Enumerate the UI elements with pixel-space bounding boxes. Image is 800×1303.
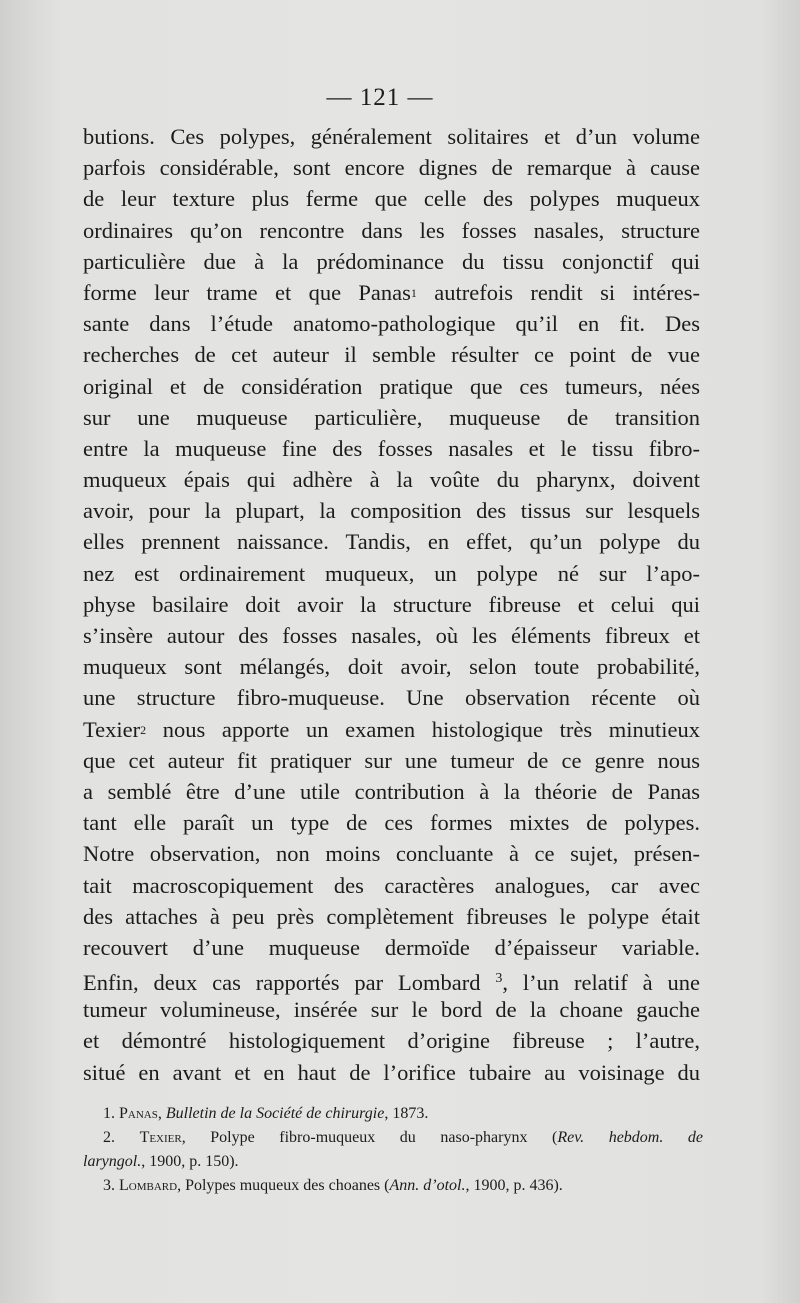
- body-line: recherches de cet auteur il semble résulter ce point de vue: [83, 342, 700, 368]
- footnote-2-title: Rev. hebdom. de: [557, 1129, 704, 1146]
- footnote-1-title: Bulletin de la Société de chirurgie: [165, 1105, 385, 1122]
- body-line: ordinaires qu’on rencontre dans les fosses nasales, structure: [83, 217, 700, 243]
- body-line: [83, 714, 700, 745]
- footnote-2-number: 2.: [103, 1129, 115, 1146]
- footnote-2-rest: , 1900, p. 150).: [141, 1153, 239, 1170]
- body-line: une structure fibro-muqueuse. Une observation récente où: [83, 685, 700, 711]
- body-line-text: , l’un relatif à une: [502, 970, 701, 996]
- footnote-3-author: Lombard: [119, 1177, 178, 1194]
- body-line: muqueux sont mélangés, doit avoir, selon toute probabilité,: [83, 654, 700, 680]
- body-line: nez est ordinairement muqueux, un polype né sur l’apo-: [83, 560, 700, 586]
- footnote-2-text: , Polype fibro-muqueux du naso-pharynx (: [181, 1129, 558, 1146]
- footnote-reference: 3: [495, 971, 503, 987]
- body-line: particulière due à la prédominance du tissu conjonctif qui: [83, 248, 700, 274]
- body-line: tumeur volumineuse, insérée sur le bord de la choane gauche: [83, 997, 700, 1023]
- footnotes: [83, 1102, 703, 1198]
- footnote-reference: 2: [140, 722, 147, 737]
- body-line-text: forme leur trame et que Panas: [83, 279, 411, 305]
- body-line: original et de considération pratique que ces tumeurs, nées: [83, 373, 700, 399]
- body-line-text: autrefois rendit si intéres-: [416, 279, 700, 305]
- body-line: entre la muqueuse fine des fosses nasales et le tissu fibro-: [83, 435, 700, 461]
- footnote-2-line-2: [83, 1150, 703, 1174]
- footnote-2-line-1: [83, 1126, 703, 1150]
- body-line: que cet auteur fit pratiquer sur une tumeur de ce genre nous: [83, 747, 700, 773]
- body-line: [83, 277, 700, 308]
- body-line: a semblé être d’une utile contribution à la théorie de Panas: [83, 778, 700, 804]
- body-line: tant elle paraît un type de ces formes mixtes de polypes.: [83, 810, 700, 836]
- body-line: sur une muqueuse particulière, muqueuse de transition: [83, 404, 700, 430]
- body-line: muqueux épais qui adhère à la voûte du pharynx, doivent: [83, 467, 700, 493]
- body-line: de leur texture plus ferme que celle des polypes muqueux: [83, 186, 700, 212]
- footnote-1-separator: ,: [157, 1105, 166, 1122]
- footnote-1-author: Panas: [119, 1105, 158, 1122]
- footnote-1-rest: , 1873.: [384, 1105, 429, 1122]
- body-line: situé en avant et en haut de l’orifice tubaire au voisinage du: [83, 1059, 700, 1085]
- body-line: recouvert d’une muqueuse dermoïde d’épaisseur variable.: [83, 934, 700, 960]
- body-text: [83, 121, 700, 1088]
- footnote-reference: 1: [410, 285, 417, 300]
- body-line: [83, 963, 700, 994]
- body-line: butions. Ces polypes, généralement solitaires et d’un volume: [83, 124, 700, 149]
- body-line: avoir, pour la plupart, la composition des tissus sur lesquels: [83, 498, 700, 524]
- body-line: Notre observation, non moins concluante à ce sujet, présen-: [83, 841, 700, 867]
- body-line: s’insère autour des fosses nasales, où les éléments fibreux et: [83, 623, 700, 648]
- footnote-3-title: Ann. d’otol.: [389, 1177, 466, 1194]
- body-line: et démontré histologiquement d’origine fibreuse ; l’autre,: [83, 1028, 700, 1054]
- footnote-3: [83, 1174, 703, 1198]
- footnote-1: [83, 1102, 703, 1126]
- body-line: des attaches à peu près complètement fibreuses le polype était: [83, 903, 700, 929]
- footnote-3-number: 3.: [103, 1177, 115, 1194]
- body-line: sante dans l’étude anatomo-pathologique qu’il en fit. Des: [83, 311, 700, 337]
- body-line: tait macroscopiquement des caractères analogues, car avec: [83, 872, 700, 898]
- footnote-3-text: , Polypes muqueux des choanes (: [177, 1177, 390, 1194]
- body-line: physe basilaire doit avoir la structure fibreuse et celui qui: [83, 591, 700, 617]
- body-line-text: nous apporte un examen histologique très minutieux: [146, 716, 700, 742]
- body-line-text: Texier: [83, 716, 141, 742]
- footnote-3-rest: , 1900, p. 436).: [465, 1177, 563, 1194]
- body-line: elles prennent naissance. Tandis, en effet, qu’un polype du: [83, 529, 700, 555]
- footnote-1-number: 1.: [103, 1105, 115, 1122]
- body-line-text: Enfin, deux cas rapportés par Lombard: [83, 970, 496, 996]
- page-number: — 121 —: [326, 84, 434, 111]
- footnote-2-author: Texier: [139, 1129, 182, 1146]
- footnote-2-journal: laryngol.: [83, 1153, 142, 1170]
- body-line: parfois considérable, sont encore dignes de remarque à cause: [83, 155, 700, 181]
